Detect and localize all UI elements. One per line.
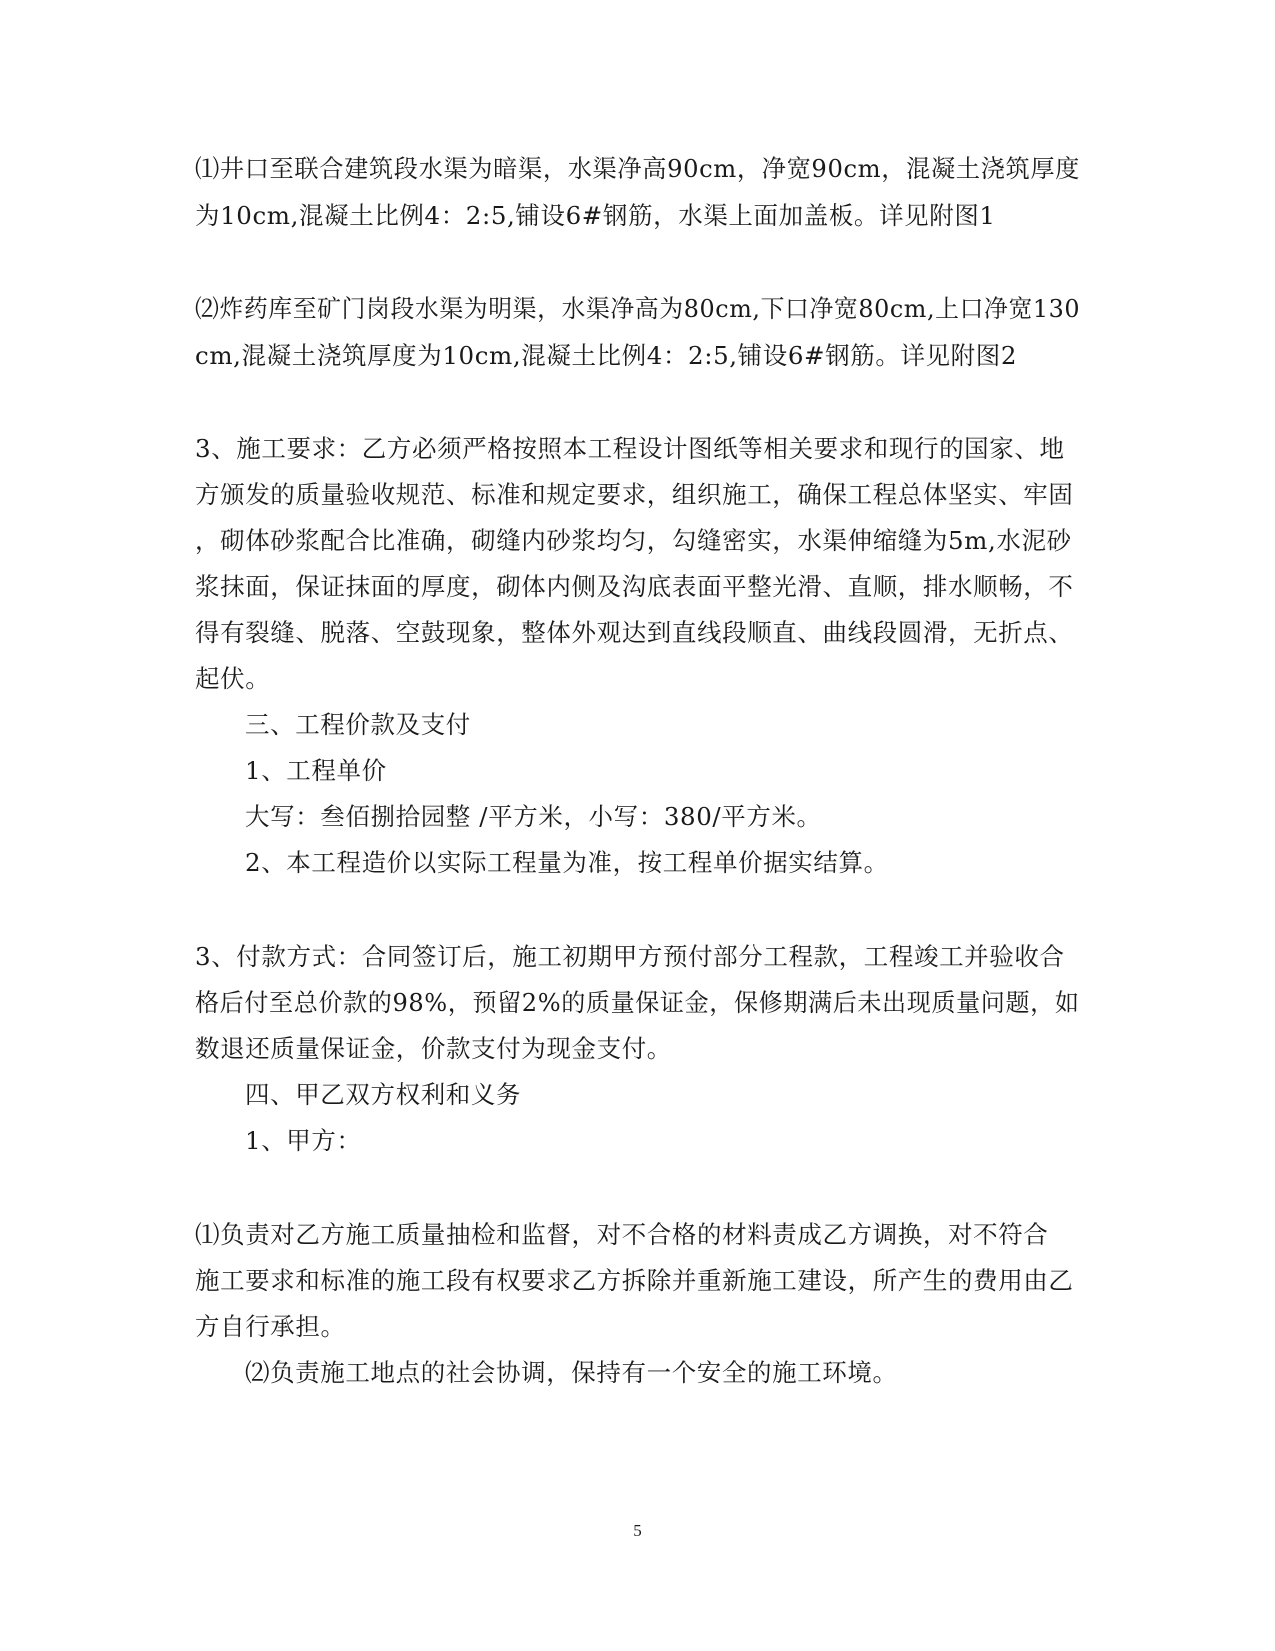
text-line: 得有裂缝、脱落、空鼓现象，整体外观达到直线段顺直、曲线段圆滑，无折点、 xyxy=(195,618,1074,647)
text-line: 1、甲方： xyxy=(245,1126,362,1155)
text-line: ⑴井口至联合建筑段水渠为暗渠，水渠净高90cm，净宽90cm，混凝土浇筑厚度 xyxy=(195,154,1081,183)
text-line: 3、付款方式：合同签订后，施工初期甲方预付部分工程款，工程竣工并验收合 xyxy=(195,942,1065,971)
text-line: 1、工程单价 xyxy=(245,756,387,785)
text-line: 施工要求和标准的施工段有权要求乙方拆除并重新施工建设，所产生的费用由乙 xyxy=(195,1266,1074,1295)
text-line: 浆抹面，保证抹面的厚度，砌体内侧及沟底表面平整光滑、直顺，排水顺畅，不 xyxy=(195,572,1074,601)
section-heading: 四、甲乙双方权利和义务 xyxy=(245,1080,522,1109)
text-line: 为10cm,混凝土比例4：2:5,铺设6#钢筋，水渠上面加盖板。详见附图1 xyxy=(195,201,996,230)
text-line: 2、本工程造价以实际工程量为准，按工程单价据实结算。 xyxy=(245,848,889,877)
text-line: 数退还质量保证金，价款支付为现金支付。 xyxy=(195,1034,672,1063)
text-line: 格后付至总价款的98%，预留2%的质量保证金，保修期满后未出现质量问题，如 xyxy=(195,988,1080,1017)
section-heading: 三、工程价款及支付 xyxy=(245,710,471,739)
text-line: cm,混凝土浇筑厚度为10cm,混凝土比例4：2:5,铺设6#钢筋。详见附图2 xyxy=(195,341,1018,370)
text-line: ⑵炸药库至矿门岗段水渠为明渠，水渠净高为80cm,下口净宽80cm,上口净宽130 xyxy=(195,294,1081,323)
text-line: 方自行承担。 xyxy=(195,1312,346,1341)
text-line: ，砌体砂浆配合比准确，砌缝内砂浆均匀，勾缝密实，水渠伸缩缝为5m,水泥砂 xyxy=(195,526,1072,555)
text-line: ⑴负责对乙方施工质量抽检和监督，对不合格的材料责成乙方调换，对不符合 xyxy=(195,1220,1049,1249)
text-line: 起伏。 xyxy=(195,664,271,693)
page-number: 5 xyxy=(633,1521,642,1540)
text-line: 3、施工要求：乙方必须严格按照本工程设计图纸等相关要求和现行的国家、地 xyxy=(195,434,1065,463)
text-line: ⑵负责施工地点的社会协调，保持有一个安全的施工环境。 xyxy=(245,1358,898,1387)
text-line: 方颁发的质量验收规范、标准和规定要求，组织施工，确保工程总体坚实、牢固 xyxy=(195,480,1074,509)
text-line: 大写：叁佰捌拾园整 /平方米，小写：380/平方米。 xyxy=(245,802,822,831)
